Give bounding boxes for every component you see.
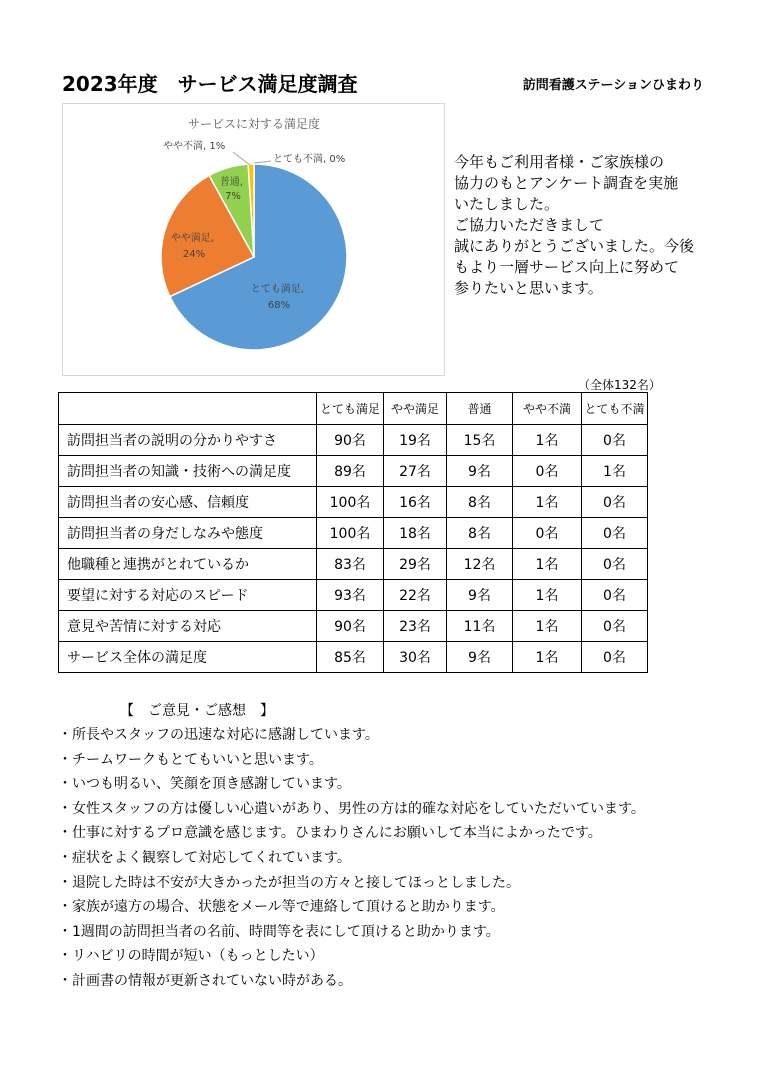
cell-very-satisfied: 100名	[317, 487, 384, 518]
row-item: 意見や苦情に対する対応	[59, 611, 317, 642]
cell-very-dissatisfied: 1名	[582, 456, 648, 487]
comment-item: ・1週間の訪問担当者の名前、時間等を表にして頂けると助かります。	[58, 923, 500, 940]
cell-somewhat-satisfied: 29名	[384, 549, 447, 580]
page-title: 2023年度 サービス満足度調査	[62, 72, 358, 96]
pie-chart-svg	[63, 104, 446, 377]
row-item: 訪問担当者の身だしなみや態度	[59, 518, 317, 549]
row-item: サービス全体の満足度	[59, 642, 317, 673]
cell-very-dissatisfied: 0名	[582, 549, 648, 580]
cell-very-satisfied: 90名	[317, 425, 384, 456]
header-neutral: 普通	[447, 393, 513, 425]
cell-very-dissatisfied: 0名	[582, 487, 648, 518]
comment-item: ・家族が遠方の場合、状態をメール等で連絡して頂けると助かります。	[58, 899, 505, 916]
cell-neutral: 11名	[447, 611, 513, 642]
cell-somewhat-dissatisfied: 0名	[513, 456, 582, 487]
cell-somewhat-satisfied: 16名	[384, 487, 447, 518]
data-label-very-dissatisfied: とても不満, 0%	[273, 154, 346, 165]
cell-somewhat-dissatisfied: 1名	[513, 580, 582, 611]
total-respondents-note: （全体132名）	[578, 378, 661, 392]
cell-very-satisfied: 85名	[317, 642, 384, 673]
cell-somewhat-satisfied: 27名	[384, 456, 447, 487]
cell-very-satisfied: 93名	[317, 580, 384, 611]
data-label-somewhat-satisfied-name: やや満足,	[170, 233, 214, 244]
table-row	[59, 642, 648, 673]
header-item-blank	[59, 393, 317, 425]
cell-very-satisfied: 100名	[317, 518, 384, 549]
cell-neutral: 12名	[447, 549, 513, 580]
cell-somewhat-satisfied: 30名	[384, 642, 447, 673]
cell-neutral: 15名	[447, 425, 513, 456]
cell-somewhat-satisfied: 18名	[384, 518, 447, 549]
cell-somewhat-dissatisfied: 1名	[513, 425, 582, 456]
table-row	[59, 425, 648, 456]
header-somewhat-satisfied: やや満足	[384, 393, 447, 425]
header-very-satisfied: とても満足	[317, 393, 384, 425]
comments-section	[58, 702, 718, 997]
leader-line-somewhat-dissatisfied	[233, 152, 250, 165]
table-header-row	[59, 393, 648, 425]
comment-item: ・チームワークもとてもいいと思います。	[58, 751, 323, 768]
message-line: もより一層サービス向上に努めて	[454, 258, 680, 276]
cell-somewhat-satisfied: 22名	[384, 580, 447, 611]
data-label-somewhat-dissatisfied: やや不満, 1%	[163, 141, 226, 152]
cell-very-satisfied: 89名	[317, 456, 384, 487]
cell-somewhat-dissatisfied: 1名	[513, 611, 582, 642]
table-row	[59, 580, 648, 611]
cell-very-dissatisfied: 0名	[582, 425, 648, 456]
cell-somewhat-dissatisfied: 0名	[513, 518, 582, 549]
data-label-neutral-name: 普通,	[219, 177, 243, 188]
message-line: 今年もご利用者様・ご家族様の	[454, 153, 665, 171]
message-line: 協力のもとアンケート調査を実施	[454, 174, 679, 192]
message-line: ご協力いただきまして	[454, 216, 605, 234]
comment-item: ・症状をよく観察して対応してくれています。	[58, 849, 351, 866]
chart-title: サービスに対する満足度	[187, 117, 321, 131]
row-item: 他職種と連携がとれているか	[59, 549, 317, 580]
table-row	[59, 456, 648, 487]
pie-chart	[62, 103, 445, 376]
message-line: いたしました。	[454, 195, 560, 213]
cell-neutral: 9名	[447, 456, 513, 487]
satisfaction-table	[58, 392, 648, 673]
cell-very-dissatisfied: 0名	[582, 518, 648, 549]
row-item: 訪問担当者の説明の分かりやすさ	[59, 425, 317, 456]
cell-neutral: 8名	[447, 518, 513, 549]
cell-very-dissatisfied: 0名	[582, 611, 648, 642]
message-line: 参りたいと思います。	[454, 279, 603, 297]
message-line: 誠にありがとうございました。今後	[454, 237, 695, 255]
comment-item: ・リハビリの時間が短い（もっとしたい）	[58, 948, 324, 965]
comment-item: ・女性スタッフの方は優しい心遣いがあり、男性の方は的確な対応をしていただいています。	[58, 800, 645, 817]
cell-very-satisfied: 83名	[317, 549, 384, 580]
header-very-dissatisfied: とても不満	[582, 393, 648, 425]
cell-somewhat-satisfied: 19名	[384, 425, 447, 456]
organization-name: 訪問看護ステーションひまわり	[522, 78, 704, 93]
data-label-neutral-value: 7%	[225, 191, 241, 202]
table-row	[59, 487, 648, 518]
table-row	[59, 518, 648, 549]
data-label-very-satisfied-value: 68%	[267, 300, 291, 311]
comments-heading: 【 ご意見・ご感想 】	[120, 703, 274, 719]
cell-very-dissatisfied: 0名	[582, 642, 648, 673]
comment-item: ・計画書の情報が更新されていない時がある。	[58, 972, 352, 989]
leader-line-very-dissatisfied	[254, 161, 271, 163]
thank-you-message	[454, 152, 724, 299]
data-label-somewhat-satisfied-value: 24%	[182, 249, 206, 260]
comment-item: ・仕事に対するプロ意識を感じます。ひまわりさんにお願いして本当によかったです。	[58, 825, 602, 842]
comment-item: ・所長やスタッフの迅速な対応に感謝しています。	[58, 727, 379, 743]
cell-neutral: 8名	[447, 487, 513, 518]
comment-item: ・退院した時は不安が大きかったが担当の方々と接してほっとしました。	[58, 874, 520, 891]
cell-very-satisfied: 90名	[317, 611, 384, 642]
row-item: 訪問担当者の安心感、信頼度	[59, 487, 317, 518]
table-row	[59, 611, 648, 642]
cell-somewhat-dissatisfied: 1名	[513, 487, 582, 518]
comment-item: ・いつも明るい、笑顔を頂き感謝しています。	[58, 776, 351, 793]
cell-neutral: 9名	[447, 642, 513, 673]
header-somewhat-dissatisfied: やや不満	[513, 393, 582, 425]
cell-very-dissatisfied: 0名	[582, 580, 648, 611]
cell-somewhat-dissatisfied: 1名	[513, 642, 582, 673]
row-item: 要望に対する対応のスピード	[59, 580, 317, 611]
cell-somewhat-satisfied: 23名	[384, 611, 447, 642]
data-label-very-satisfied-name: とても満足,	[250, 284, 304, 295]
cell-neutral: 9名	[447, 580, 513, 611]
table-row	[59, 549, 648, 580]
cell-somewhat-dissatisfied: 1名	[513, 549, 582, 580]
row-item: 訪問担当者の知識・技術への満足度	[59, 456, 317, 487]
